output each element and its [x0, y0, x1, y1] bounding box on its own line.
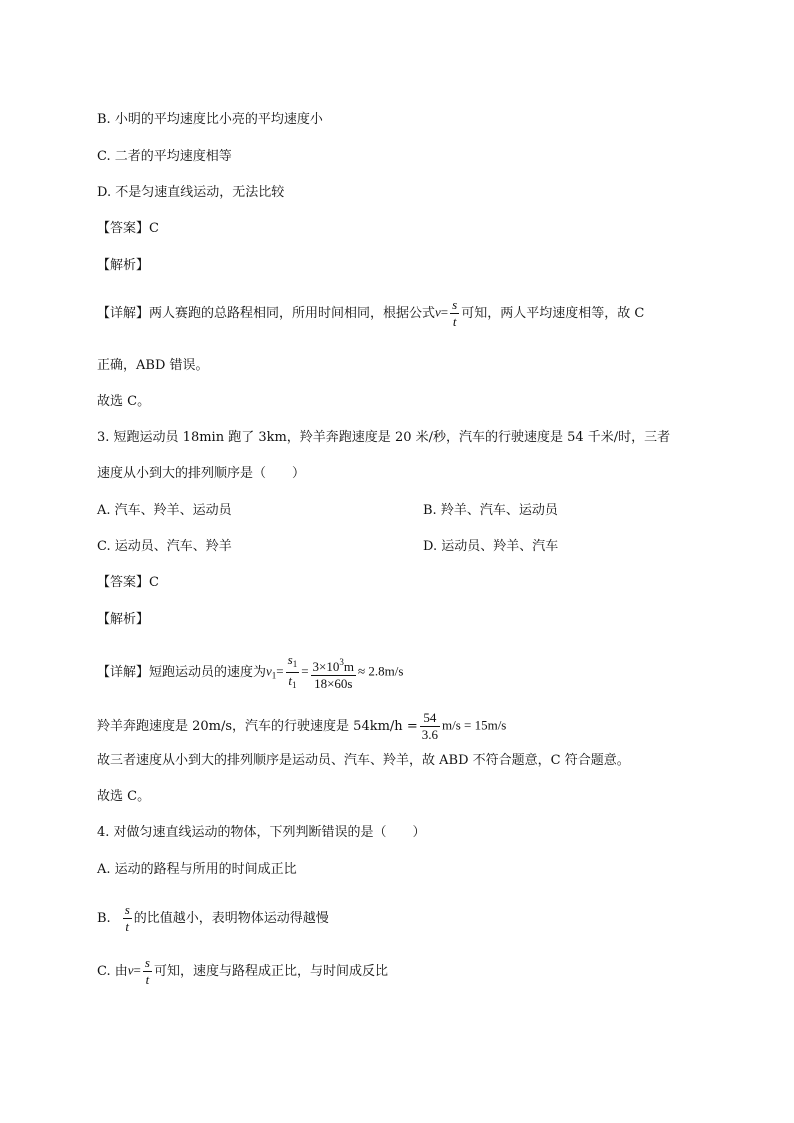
q3-conclusion-line: 故三者速度从小到大的排列顺序是运动员、汽车、羚羊，故 ABD 不符合题意，C 符合题意。	[97, 753, 630, 768]
q2-option-d: D. 不是匀速直线运动，无法比较	[97, 185, 285, 200]
q4-option-c-formula: v= $\frac{s}{t}$	[127, 955, 150, 987]
q2-detail-line2: 正确，ABD 错误。	[97, 358, 209, 373]
q3-analysis-heading: 【解析】	[97, 612, 150, 627]
q4-stem: 4. 对做匀速直线运动的物体，下列判断错误的是（ ）	[97, 825, 426, 840]
q4-option-b-fraction: $\frac{s}{t}$	[124, 902, 130, 934]
q2-conclusion: 故选 C。	[97, 394, 151, 409]
q3-detail-prefix: 【详解】短跑运动员的速度为	[97, 664, 267, 680]
q2-answer: 【答案】C	[97, 221, 159, 236]
q3-stem-line2: 速度从小到大的排列顺序是（ ）	[97, 466, 306, 481]
q3-detail-line	[97, 652, 403, 693]
q3-option-b: B. 羚羊、汽车、运动员	[423, 503, 558, 518]
q3-stem-line1: 3. 短跑运动员 18min 跑了 3km，羚羊奔跑速度是 20 米/秒，汽车的行驶速度是 54 千米/时，三者	[97, 430, 671, 445]
q2-detail-prefix: 【详解】两人赛跑的总路程相同，所用时间相同，根据公式	[97, 305, 436, 321]
q4-option-a: A. 运动的路程与所用的时间成正比	[97, 862, 297, 877]
q2-detail-line	[97, 297, 644, 330]
q2-detail-suffix: 可知，两人平均速度相等，故 C	[461, 305, 645, 321]
q3-option-c: C. 运动员、汽车、羚羊	[97, 539, 232, 554]
q4-option-c: C. 由v= $\frac{s}{t}$ 可知，速度与路程成正比，与时间成反比	[97, 955, 388, 987]
q2-option-b: B. 小明的平均速度比小亮的平均速度小	[97, 112, 323, 127]
q3-option-a: A. 汽车、羚羊、运动员	[97, 503, 232, 518]
q3-runner-speed-formula: $v_1=$ $\frac{s_1}{t_1}$ = $\frac{3\times 10^3m}{18\times 60s}$ ≈ 2.8m/s	[266, 652, 404, 691]
q2-speed-formula: v= $\frac{s}{t}$	[435, 297, 458, 329]
q3-car-speed-formula: $\frac{54}{3.6}$ m/s = 15m/s	[421, 710, 507, 742]
q3-option-d: D. 运动员、羚羊、汽车	[423, 539, 559, 554]
q4-option-b: B. $\frac{s}{t}$ 的比值越小，表明物体运动得越慢	[97, 902, 329, 934]
q3-answer: 【答案】C	[97, 575, 159, 590]
q2-analysis-heading: 【解析】	[97, 258, 150, 273]
q3-conclusion: 故选 C。	[97, 789, 151, 804]
q3-detail-line2: 羚羊奔跑速度是 20m/s，汽车的行驶速度是 54km/h = $\frac{54}{3.6}$ m/s = 15m/s	[97, 710, 507, 742]
q2-option-c: C. 二者的平均速度相等	[97, 149, 232, 164]
